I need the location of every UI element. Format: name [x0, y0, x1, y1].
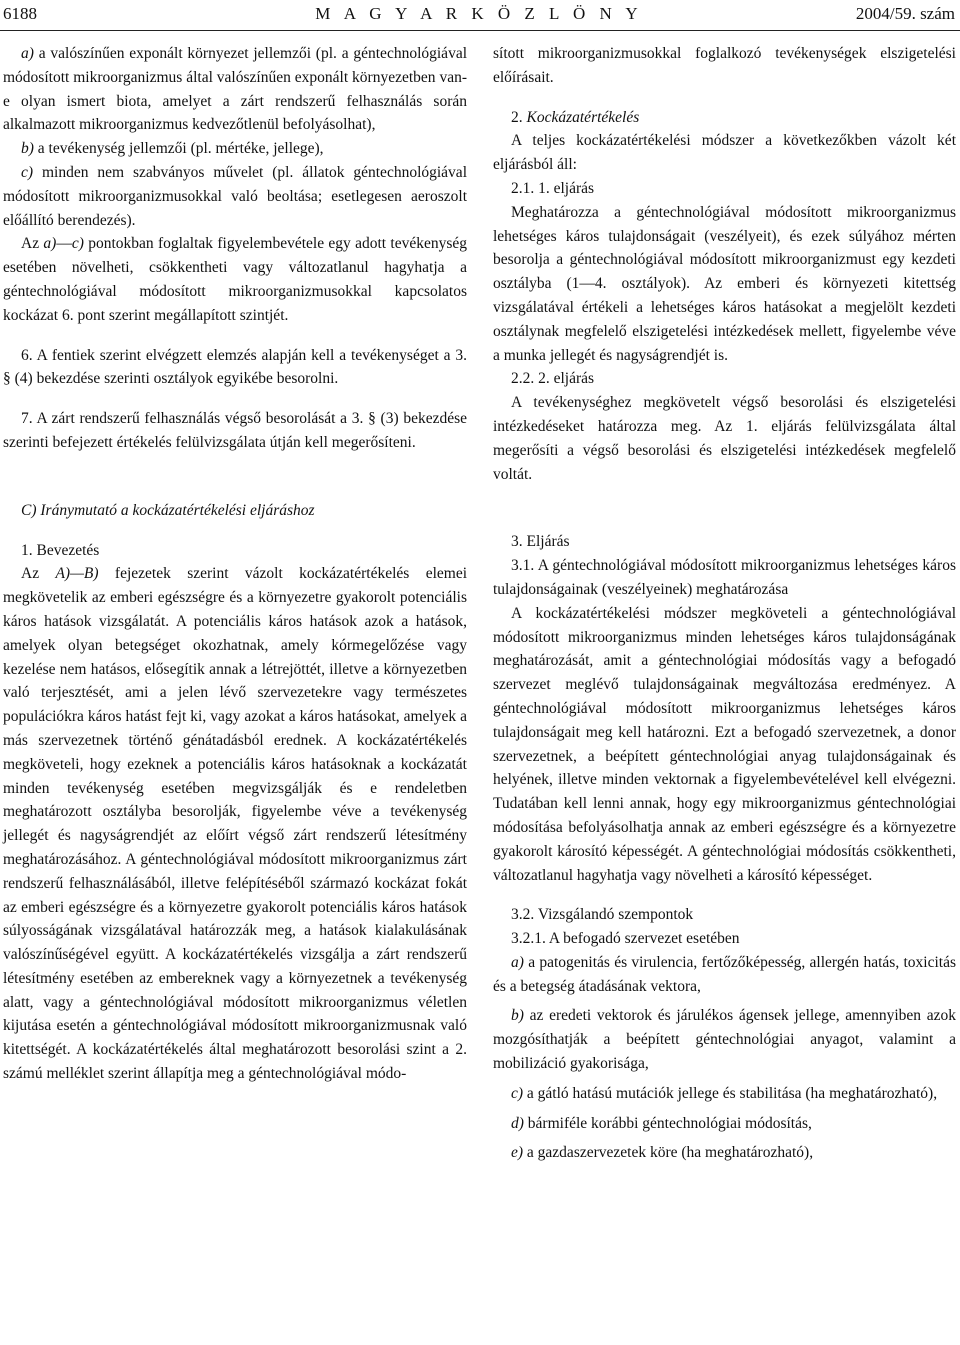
item-a: [3, 42, 467, 137]
procedure-1-text: Meghatározza a géntechnológiával módosított mikroorganizmus lehetséges káros tulajdonságait (veszélyeit), és ezek súlyához mérten besorolja a géntechnológiával módosított mikroorganizmust egy kezdeti osztályba (1—4. osztályok). Az emberi és környezeti kitettség vizsgálatával értékeli a lehetséges káros hatásokat a megjelölt kezdeti osztálynak megfelelő elszigetelési intézkedések mellett, figyelembe véve a munka jellegét és nagyságrendjét is.: [493, 203, 956, 364]
page-number: 6188: [3, 4, 37, 23]
procedure-3-1-text: A kockázatértékelési módszer megköveteli a géntechnológiával módosított mikroorganizmus minden lehetséges káros tulajdonságának meghatározását, amit a géntechnológiai módosítás vagy a befogadó szervezet meglévő tulajdonságainak megváltozása eredményez. A géntechnológiával módosított mikroorganizmus lehetséges káros tulajdonságait meg kell határozni. Ezt a befogadó szervezetnek, a donor szervezetnek, a beépített géntechnológiai anyag tulajdonságainak és helyének, illetve minden vektornak a figyelembevételével kell elvégezni. Tudatában kell lenni annak, hogy egy mikroorganizmus géntechnológiai módosítása befolyásolhatja annak az emberi egészségre és a környezetre gyakorolt károsító képességét. A géntechnológiai módosítás csökkentheti, változatlanul hagyhatja vagy növelheti a károsító képességet.: [493, 604, 956, 884]
item-text: a gátló hatású mutációk jellege és stabilitása (ha meghatározható),: [526, 1084, 938, 1102]
risk-heading: [493, 106, 956, 130]
page-header: [3, 4, 955, 28]
item-label: d): [511, 1114, 524, 1132]
ref-dash: —: [56, 235, 72, 253]
procedure-heading: 3. Eljárás: [511, 533, 570, 551]
item-label: b): [21, 140, 34, 158]
ref-label-a: a): [43, 235, 57, 253]
procedure-3-1-heading: 3.1. A géntechnológiával módosított mikroorganizmus lehetséges káros tulajdonságainak (veszélyeinek) meghatározása: [493, 557, 956, 598]
list-item: [493, 1082, 956, 1106]
item-text: az eredeti vektorok és járulékos ágensek jellege, amennyiben azok mozgósíthatják a beépített géntechnológiai anyagot, valamint a mobilizáció gyakorisága,: [493, 1007, 957, 1073]
item-c: [3, 161, 467, 232]
issue-number: 2004/59. szám: [855, 4, 955, 23]
risk-intro: A teljes kockázatértékelési módszer a következőkben vázolt két eljárásból áll:: [493, 132, 956, 174]
item-label: b): [511, 1007, 524, 1025]
risk-heading-title: Kockázatértékelés: [526, 108, 640, 126]
list-item: [493, 951, 956, 999]
left-column: [3, 42, 467, 1086]
list-item: [493, 1112, 956, 1136]
list-item: [493, 1141, 956, 1165]
header-rule: [0, 30, 960, 31]
item-label: a): [511, 953, 524, 971]
item-text: a gazdaszervezetek köre (ha meghatározható),: [526, 1144, 814, 1162]
paragraph-6: 6. A fentiek szerint elvégzett elemzés alapján kell a tevékenységet a 3. § (4) bekezdése szerinti osztályok egyikébe besorolni.: [3, 346, 467, 388]
continuation-text: sított mikroorganizmusokkal foglalkozó tevékenységek elszigetelési előírásait.: [493, 45, 956, 86]
procedure-2-heading: 2.2. 2. eljárás: [511, 370, 595, 388]
ref-prefix: Az: [21, 235, 40, 253]
item-label: a): [21, 45, 34, 62]
item-label: e): [511, 1144, 524, 1162]
item-text: a tevékenység jellemzői (pl. mértéke, jellege),: [37, 140, 324, 158]
item-text: a patogenitás és virulencia, fertőzőképesség, allergén hatás, toxicitás és a betegség átadásának vektora,: [493, 953, 956, 995]
item-label: c): [511, 1084, 524, 1102]
right-column: [493, 42, 956, 1165]
list-item: [493, 1004, 956, 1075]
subsection-3-2-heading: 3.2. Vizsgálandó szempontok: [511, 906, 694, 924]
ref-label-c: c): [71, 235, 84, 253]
item-text: minden nem szabványos művelet (pl. állatok géntechnológiával módosított mikroorganizmusokkal való beoltása; esetlegesen aeroszolt előállító berendezés).: [3, 163, 467, 229]
journal-title: M A G Y A R K Ö Z L Ö N Y: [315, 4, 643, 23]
risk-heading-number: 2.: [511, 108, 523, 126]
item-b: [3, 137, 467, 161]
item-label: c): [21, 163, 34, 181]
intro-paragraph: [3, 562, 467, 1086]
ref-text: pontokban foglaltak figyelembevétele egy adott tevékenység esetében növelheti, csökkentheti vagy változatlanul hagyhatja a géntechnológiával módosított mikroorganizmusokkal kapcsolatos kockázat 6. pont szerint megállapított szintjét.: [3, 235, 468, 324]
intro-prefix: Az: [21, 565, 40, 583]
reference-paragraph: [3, 232, 467, 327]
intro-text: fejezetek szerint vázolt kockázatértékelés elemei megkövetelik az emberi egészségre és a környezetre gyakorolt potenciális káros hatások vizsgálatát. A potenciális káros hatások azok a hatások, amelyek olyan betegséget okozhatnak, amely kórmegelőzése vagy kezelése nem hatásos, elősegítik annak a létrejöttét, illetve a környezetben való terjesztését, ami a jelen lévő szervezetekre vagy természetes populációkra káros hatást fejt ki, vagy azokat a káros hatásokat, amelyek a más szervezetnek történő génátadásból erednek. A kockázatértékelés megköveteli, hogy ezeknek a potenciális káros hatásoknak a kockázatát minden tevékenység esetében megvizsgálják és e rendeletben meghatározott osztályba besorolják, figyelembe véve a tevékenység jellegét és nagyságrendjét az előírt végső zárt rendszerű létesítmény meghatározásához. A géntechnológiával módosított mikroorganizmus zárt rendszerű felhasználásából, illetve felépítéséből származó kockázat fokát az emberi egészségre és a környezetre gyakorolt potenciális káros hatások súlyosságának vizsgálatával határozzák meg, a hatások kialakulásának valószínűségével együtt. A kockázatértékelés vizsgálja a zárt rendszerű létesítmény esetében az embereknek vagy a környezetnek a tevékenység alatt, vagy a géntechnológiával módosított mikroorganizmus véletlen kijutása esetén a géntechnológiával módosított mikroorganizmusnak való kitettségét. A kockázatértékelés által meghatározott besorolási szint a 2. számú melléklet szerint állapítja meg a géntechnológiával módo-: [3, 565, 468, 1083]
item-text: a valószínűen exponált környezet jellemzői (pl. a géntechnológiával módosított mikroorganizmus által valószínűen exponált környezetben van-e olyan ismert biota, amelyet a zárt rendszerű felhasználás során alkalmazott mikroorganizmus kedvezőtlenül befolyásolhat),: [3, 45, 467, 134]
host-organism-items: [493, 951, 956, 1165]
section-c-heading: C) Iránymutató a kockázatértékelési eljáráshoz: [21, 501, 315, 519]
subsection-3-2-1-heading: 3.2.1. A befogadó szervezet esetében: [511, 930, 740, 948]
intro-heading: 1. Bevezetés: [21, 541, 100, 559]
paragraph-7: 7. A zárt rendszerű felhasználás végső besorolását a 3. § (3) bekezdése szerinti befejezett értékelés felülvizsgálata útján kell megerősíteni.: [3, 410, 467, 451]
procedure-1-heading: 2.1. 1. eljárás: [511, 179, 595, 197]
intro-chapter-ref: A)—B): [55, 565, 99, 583]
procedure-2-text: A tevékenységhez megkövetelt végső besorolási és elszigetelési intézkedéseket határozza meg. Az 1. eljárás felülvizsgálata által megerősíti a végső besorolási és elszigetelési intézkedések megfelelő voltát.: [493, 394, 956, 483]
item-text: bármiféle korábbi géntechnológiai módosítás,: [527, 1114, 812, 1132]
